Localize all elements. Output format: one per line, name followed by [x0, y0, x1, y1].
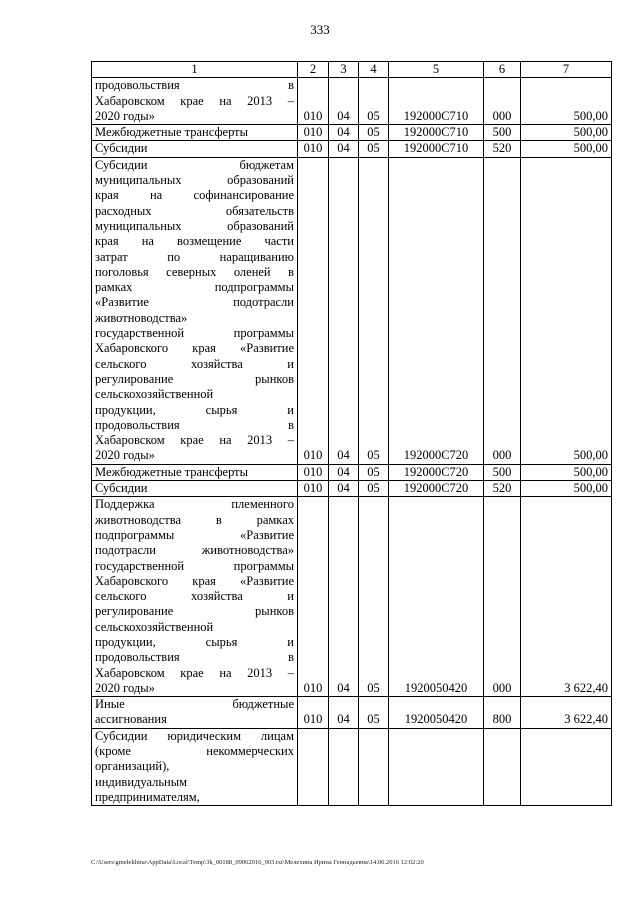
description-line: края на возмещение части: [95, 234, 294, 249]
description-line: Субсидии бюджетам: [95, 157, 294, 172]
description-line: Хабаровском крае на 2013 –: [95, 665, 294, 680]
table-row: [92, 157, 612, 464]
description-line: рамках подпрограммы: [95, 280, 294, 295]
ministry-code: 010: [298, 464, 329, 480]
amount: [521, 728, 612, 805]
description-line: Хабаровского края «Развитие: [95, 573, 294, 588]
description-line: муниципальных образований: [95, 218, 294, 233]
table-row: [92, 728, 612, 805]
header-col-1: 1: [92, 62, 298, 78]
amount: 500,00: [521, 125, 612, 141]
row-description: [92, 157, 298, 464]
ministry-code: 010: [298, 157, 329, 464]
description-line: государственной программы: [95, 326, 294, 341]
expense-type-code: 000: [484, 497, 521, 697]
row-description: [92, 125, 298, 141]
amount: 500,00: [521, 157, 612, 464]
row-description: [92, 141, 298, 157]
table-row: [92, 125, 612, 141]
expense-type-code: 500: [484, 464, 521, 480]
row-description: [92, 697, 298, 729]
expense-type-code: 800: [484, 697, 521, 729]
target-article-code: 1920050420: [389, 497, 484, 697]
section-code: 04: [329, 481, 359, 497]
description-line: животноводства в рамках: [95, 512, 294, 527]
description-line: подпрограммы «Развитие: [95, 527, 294, 542]
ministry-code: 010: [298, 141, 329, 157]
description-line: индивидуальным: [95, 774, 188, 789]
ministry-code: 010: [298, 78, 329, 125]
row-description: [92, 78, 298, 125]
ministry-code: [298, 728, 329, 805]
page-number: 333: [310, 22, 330, 37]
description-line: «Развитие подотрасли: [95, 295, 294, 310]
expense-type-code: [484, 728, 521, 805]
header-col-2: 2: [298, 62, 329, 78]
subsection-code: 05: [359, 125, 389, 141]
description-line: расходных обязательств: [95, 203, 294, 218]
description-line: организаций),: [95, 759, 170, 774]
section-code: 04: [329, 78, 359, 125]
table-body: [92, 78, 612, 806]
table-row: [92, 481, 612, 497]
description-line: регулирование рынков: [95, 371, 294, 386]
subsection-code: [359, 728, 389, 805]
description-line: регулирование рынков: [95, 604, 294, 619]
table-row: [92, 464, 612, 480]
description-line: сельского хозяйства и: [95, 589, 294, 604]
ministry-code: 010: [298, 697, 329, 729]
description-line: сельского хозяйства и: [95, 356, 294, 371]
description-line: подотрасли животноводства»: [95, 543, 294, 558]
description-line: предпринимателям,: [95, 789, 200, 804]
description-line: животноводства»: [95, 310, 188, 325]
section-code: 04: [329, 125, 359, 141]
target-article-code: 1920050420: [389, 697, 484, 729]
expense-type-code: 000: [484, 78, 521, 125]
description-line: Субсидии: [95, 481, 148, 496]
row-description: [92, 497, 298, 697]
header-col-6: 6: [484, 62, 521, 78]
table-row: [92, 697, 612, 729]
description-line: продукции, сырья и: [95, 634, 294, 649]
expense-type-code: 520: [484, 141, 521, 157]
description-line: Иные бюджетные: [95, 697, 294, 712]
section-code: 04: [329, 464, 359, 480]
description-line: Хабаровском крае на 2013 –: [95, 433, 294, 448]
table-header-row: [92, 62, 612, 78]
description-line: Межбюджетные трансферты: [95, 125, 249, 140]
description-line: Межбюджетные трансферты: [95, 464, 249, 479]
table-row: [92, 497, 612, 697]
target-article-code: 192000С720: [389, 464, 484, 480]
expense-type-code: 520: [484, 481, 521, 497]
header-col-5: 5: [389, 62, 484, 78]
table-row: [92, 141, 612, 157]
description-line: Субсидии юридическим лицам: [95, 728, 294, 743]
section-code: 04: [329, 157, 359, 464]
amount: 500,00: [521, 464, 612, 480]
description-line: 2020 годы»: [95, 448, 155, 463]
ministry-code: 010: [298, 497, 329, 697]
description-line: продовольствия в: [95, 650, 294, 665]
description-line: ассигнования: [95, 712, 167, 727]
amount: 500,00: [521, 141, 612, 157]
header-col-3: 3: [329, 62, 359, 78]
description-line: края на софинансирование: [95, 188, 294, 203]
description-line: государственной программы: [95, 558, 294, 573]
expense-type-code: 000: [484, 157, 521, 464]
subsection-code: 05: [359, 157, 389, 464]
description-line: Хабаровского края «Развитие: [95, 341, 294, 356]
ministry-code: 010: [298, 481, 329, 497]
description-line: 2020 годы»: [95, 680, 155, 695]
target-article-code: 192000С720: [389, 481, 484, 497]
description-line: Хабаровском крае на 2013 –: [95, 93, 294, 108]
expense-type-code: 500: [484, 125, 521, 141]
amount: 500,00: [521, 78, 612, 125]
description-line: сельскохозяйственной: [95, 387, 214, 402]
ministry-code: 010: [298, 125, 329, 141]
table-row: [92, 78, 612, 125]
description-line: сельскохозяйственной: [95, 619, 214, 634]
subsection-code: 05: [359, 497, 389, 697]
amount: 500,00: [521, 481, 612, 497]
footer-file-path: C:\Users\gmelekhina\AppData\Local\Temp\3k_00188_09062016_903.txt\Мелехина Ирина Геннадьевна\14.06.2016 12:02:20: [91, 859, 424, 866]
target-article-code: 192000С710: [389, 125, 484, 141]
target-article-code: [389, 728, 484, 805]
header-col-7: 7: [521, 62, 612, 78]
amount: 3 622,40: [521, 697, 612, 729]
description-line: затрат по наращиванию: [95, 249, 294, 264]
subsection-code: 05: [359, 481, 389, 497]
description-line: 2020 годы»: [95, 108, 155, 123]
header-col-4: 4: [359, 62, 389, 78]
target-article-code: 192000С710: [389, 141, 484, 157]
section-code: 04: [329, 497, 359, 697]
description-line: продовольствия в: [95, 78, 294, 93]
section-code: [329, 728, 359, 805]
amount: 3 622,40: [521, 497, 612, 697]
section-code: 04: [329, 697, 359, 729]
budget-table: [91, 61, 612, 806]
description-line: Субсидии: [95, 141, 148, 156]
subsection-code: 05: [359, 464, 389, 480]
section-code: 04: [329, 141, 359, 157]
description-line: муниципальных образований: [95, 173, 294, 188]
description-line: продукции, сырья и: [95, 402, 294, 417]
row-description: [92, 464, 298, 480]
target-article-code: 192000С710: [389, 78, 484, 125]
row-description: [92, 728, 298, 805]
description-line: (кроме некоммерческих: [95, 744, 294, 759]
description-line: продовольствия в: [95, 417, 294, 432]
row-description: [92, 481, 298, 497]
subsection-code: 05: [359, 78, 389, 125]
subsection-code: 05: [359, 141, 389, 157]
description-line: Поддержка племенного: [95, 497, 294, 512]
description-line: поголовья северных оленей в: [95, 264, 294, 279]
subsection-code: 05: [359, 697, 389, 729]
target-article-code: 192000С720: [389, 157, 484, 464]
